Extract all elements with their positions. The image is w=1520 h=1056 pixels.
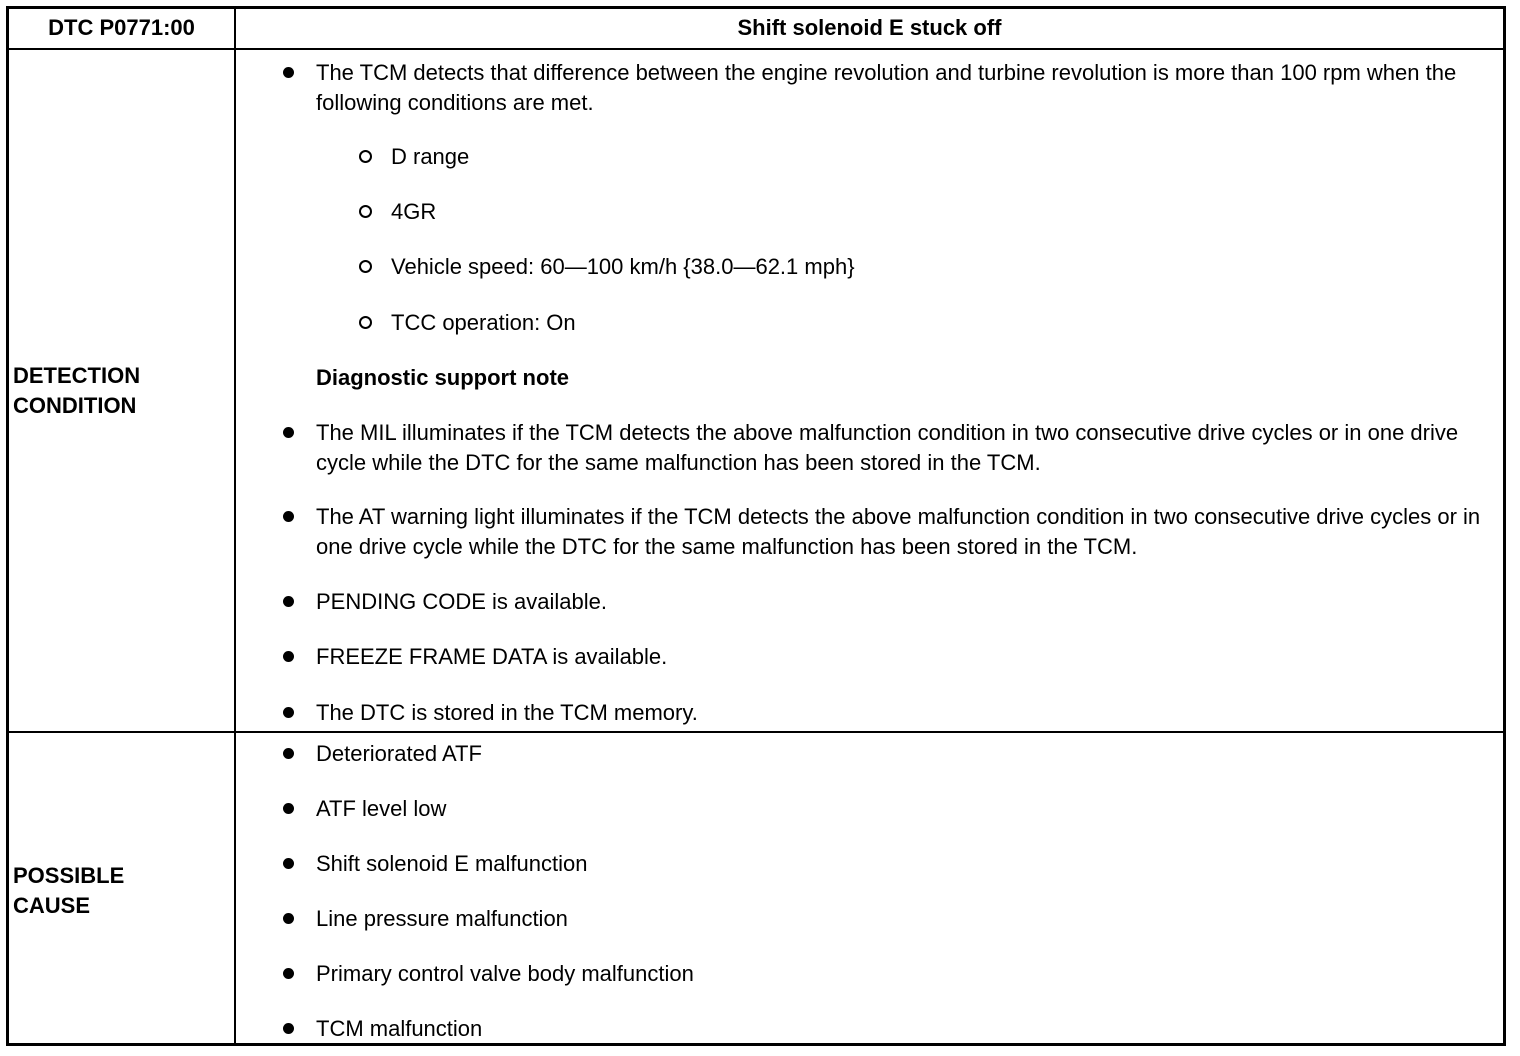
possible-cause-content (236, 733, 1503, 1043)
list-item: The DTC is stored in the TCM memory. (316, 698, 1483, 728)
condition-item: Vehicle speed: 60—100 km/h {38.0—62.1 mph} (391, 252, 1483, 282)
circle-bullet-icon (359, 316, 372, 329)
condition-item: TCC operation: On (391, 308, 1483, 338)
condition-item: 4GR (391, 197, 1483, 227)
list-item: Primary control valve body malfunction (316, 959, 1483, 989)
bullet-icon (283, 707, 294, 718)
dtc-title: Shift solenoid E stuck off (737, 15, 1002, 40)
possible-cause-label: POSSIBLE CAUSE (13, 863, 125, 918)
detection-condition-content (236, 50, 1503, 731)
list-item: The TCM detects that difference between the engine revolution and turbine revolution is more than 100 rpm when the following conditions are met. (316, 58, 1483, 118)
bullet-icon (283, 913, 294, 924)
list-item: PENDING CODE is available. (316, 587, 1483, 617)
list-item: The AT warning light illuminates if the TCM detects the above malfunction condition in two consecutive drive cycles or in one drive cycle while the DTC for the same malfunction has been stored in the TCM. (316, 502, 1483, 562)
dtc-table (6, 6, 1506, 1046)
bullet-icon (283, 968, 294, 979)
list-item: TCM malfunction (316, 1014, 1483, 1044)
list-item: The MIL illuminates if the TCM detects the above malfunction condition in two consecutive drive cycles or in one drive cycle while the DTC for the same malfunction has been stored in the TCM. (316, 418, 1483, 478)
list-item: Shift solenoid E malfunction (316, 849, 1483, 879)
list-item: Line pressure malfunction (316, 904, 1483, 934)
condition-item: D range (391, 142, 1483, 172)
list-item: FREEZE FRAME DATA is available. (316, 642, 1483, 672)
bullet-icon (283, 67, 294, 78)
diagnostic-support-note-heading: Diagnostic support note (316, 365, 569, 390)
bullet-icon (283, 511, 294, 522)
bullet-icon (283, 651, 294, 662)
detection-condition-label: DETECTION CONDITION (13, 363, 141, 418)
bullet-icon (283, 858, 294, 869)
list-item: ATF level low (316, 794, 1483, 824)
list-item: Deteriorated ATF (316, 739, 1483, 769)
bullet-icon (283, 748, 294, 759)
circle-bullet-icon (359, 260, 372, 273)
dtc-code: DTC P0771:00 (48, 15, 195, 40)
bullet-icon (283, 427, 294, 438)
bullet-icon (283, 803, 294, 814)
bullet-icon (283, 1023, 294, 1034)
circle-bullet-icon (359, 150, 372, 163)
bullet-icon (283, 596, 294, 607)
circle-bullet-icon (359, 205, 372, 218)
